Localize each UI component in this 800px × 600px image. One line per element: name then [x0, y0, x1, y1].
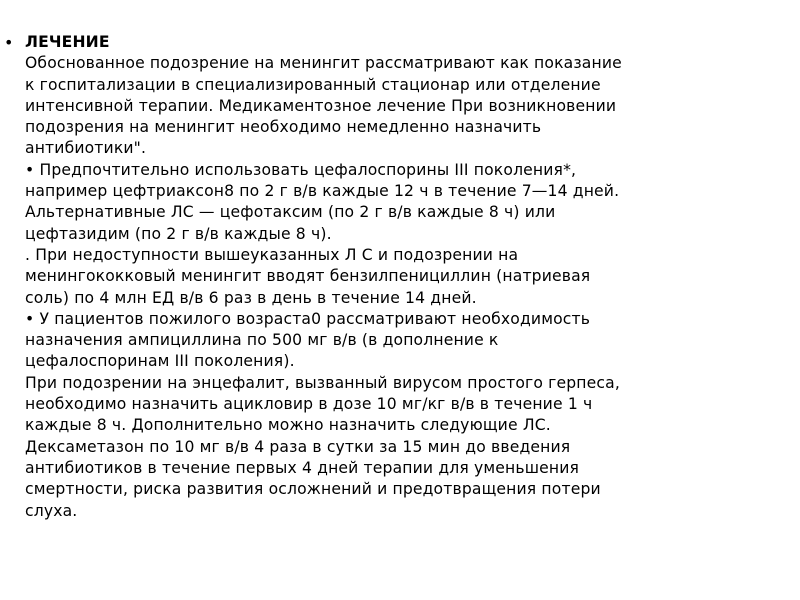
text-line: Альтернативные ЛС — цефотаксим (по 2 г в/в каждые 8 ч) или	[25, 203, 556, 222]
text-line: . При недоступности вышеуказанных Л С и подозрении на	[25, 245, 519, 264]
text-line: слуха.	[25, 501, 78, 520]
text-line: менингококковый менингит вводят бензилпенициллин (натриевая	[25, 267, 591, 286]
text-line: Обоснованное подозрение на менингит рассматривают как показание	[25, 54, 622, 73]
text-line: интенсивной терапии. Медикаментозное лечение При возникновении	[25, 96, 617, 115]
text-line: подозрения на менингит необходимо немедленно назначить	[25, 118, 542, 137]
text-line: антибиотики".	[25, 139, 147, 158]
text-line: цефтазидим (по 2 г в/в каждые 8 ч).	[25, 224, 332, 243]
bullet-marker: •	[4, 33, 14, 52]
text-line: каждые 8 ч. Дополнительно можно назначить следующие ЛС.	[25, 416, 551, 435]
text-line: смертности, риска развития осложнений и предотвращения потери	[25, 480, 601, 499]
text-line: назначения ампициллина по 500 мг в/в (в дополнение к	[25, 331, 499, 350]
text-line: При подозрении на энцефалит, вызванный вирусом простого герпеса,	[25, 373, 620, 392]
text-line: цефалоспоринам III поколения).	[25, 352, 295, 371]
text-line: например цефтриаксон8 по 2 г в/в каждые 12 ч в течение 7—14 дней.	[25, 182, 620, 201]
text-line: к госпитализации в специализированный стационар или отделение	[25, 75, 601, 94]
text-block	[25, 32, 795, 522]
heading: ЛЕЧЕНИЕ	[25, 33, 110, 51]
text-line: соль) по 4 млн ЕД в/в 6 раз в день в течение 14 дней.	[25, 288, 477, 307]
text-line: • Предпочтительно использовать цефалоспорины III поколения*,	[25, 160, 577, 179]
text-line: Дексаметазон по 10 мг в/в 4 раза в сутки за 15 мин до введения	[25, 437, 571, 456]
text-line: необходимо назначить ацикловир в дозе 10 мг/кг в/в в течение 1 ч	[25, 395, 593, 414]
text-line: антибиотиков в течение первых 4 дней терапии для уменьшения	[25, 458, 580, 477]
text-line: • У пациентов пожилого возраста0 рассматривают необходимость	[25, 309, 591, 328]
